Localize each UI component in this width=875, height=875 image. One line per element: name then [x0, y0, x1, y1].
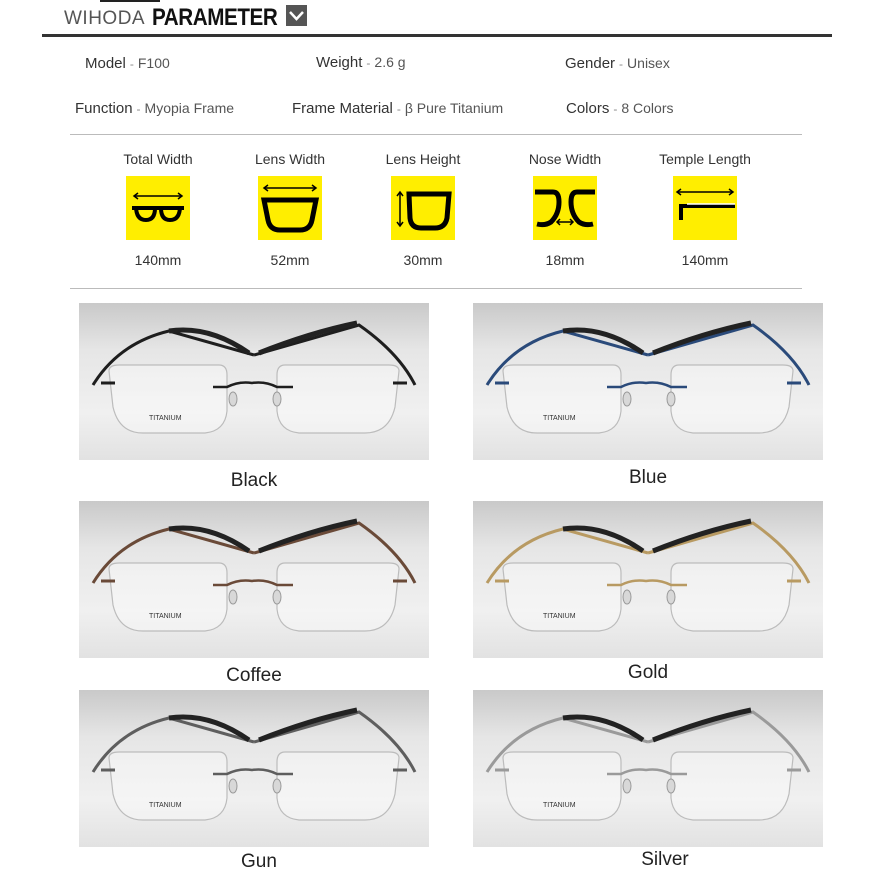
spec-gender: Gender - Unisex: [565, 55, 670, 72]
lens-engraving: TITANIUM: [149, 802, 182, 809]
dimension-value: 140mm: [681, 252, 729, 268]
spec-value: β Pure Titanium: [404, 100, 504, 116]
divider: [70, 288, 802, 289]
variant-photo: [473, 303, 823, 460]
lens-width-icon: [258, 176, 322, 240]
lens-engraving: TITANIUM: [543, 415, 576, 422]
spec-label: Gender: [565, 55, 616, 72]
lens-engraving: TITANIUM: [543, 613, 576, 620]
dimension-label: Nose Width: [528, 151, 602, 167]
temple-length-icon: [673, 176, 737, 240]
header-rule: [42, 34, 832, 37]
dimension-label: Lens Height: [385, 151, 461, 167]
spec-model: Model - F100: [85, 55, 170, 72]
dimension-label: Temple Length: [659, 151, 751, 167]
variant-caption: Gun: [241, 851, 277, 872]
spec-value: Unisex: [627, 55, 670, 71]
dimension-temple-length: [640, 151, 770, 268]
spec-label: Colors: [566, 100, 610, 117]
dimension-value: 30mm: [403, 252, 443, 268]
dimension-value: 52mm: [270, 252, 310, 268]
spec-label: Weight: [316, 54, 363, 71]
nose-width-icon: [533, 176, 597, 240]
variant-photo: [79, 303, 429, 460]
dimension-lens-height: [358, 151, 488, 268]
dimension-value: 140mm: [134, 252, 182, 268]
variant-caption: Silver: [641, 849, 689, 870]
lens-engraving: TITANIUM: [149, 415, 182, 422]
spec-material: Frame Material - β Pure Titanium: [292, 100, 504, 117]
spec-weight: Weight - 2.6 g: [316, 54, 406, 71]
variant-photo: [473, 501, 823, 658]
variant-photo: [79, 501, 429, 658]
spec-value: 8 Colors: [621, 100, 674, 116]
variant-caption: Gold: [627, 662, 669, 683]
variant-photo: [473, 690, 823, 847]
brand-name: WIHODA: [64, 8, 146, 29]
spec-value: Myopia Frame: [144, 100, 235, 116]
spec-colors: Colors - 8 Colors: [566, 100, 674, 117]
header-decoration: [100, 0, 160, 2]
lens-engraving: TITANIUM: [543, 802, 576, 809]
dimension-label: Lens Width: [254, 151, 326, 167]
spec-function: Function - Myopia Frame: [75, 100, 235, 117]
lens-height-icon: [391, 176, 455, 240]
chevron-down-icon: [286, 5, 307, 26]
variant-caption: Coffee: [226, 665, 282, 686]
divider: [70, 134, 802, 135]
dimension-value: 18mm: [545, 252, 585, 268]
spec-label: Function: [75, 100, 133, 117]
spec-label: Model: [85, 55, 126, 72]
dimension-total-width: [93, 151, 223, 268]
lens-engraving: TITANIUM: [149, 613, 182, 620]
spec-value: 2.6 g: [374, 54, 406, 70]
dimension-label: Total Width: [123, 151, 193, 167]
dimension-lens-width: [225, 151, 355, 268]
spec-label: Frame Material: [292, 100, 393, 117]
variant-caption: Black: [230, 470, 278, 491]
total-width-icon: [126, 176, 190, 240]
dimension-nose-width: [500, 151, 630, 268]
section-title: PARAMETER: [152, 4, 278, 31]
variant-caption: Blue: [628, 467, 668, 488]
variant-photo: [79, 690, 429, 847]
spec-value: F100: [137, 55, 170, 71]
